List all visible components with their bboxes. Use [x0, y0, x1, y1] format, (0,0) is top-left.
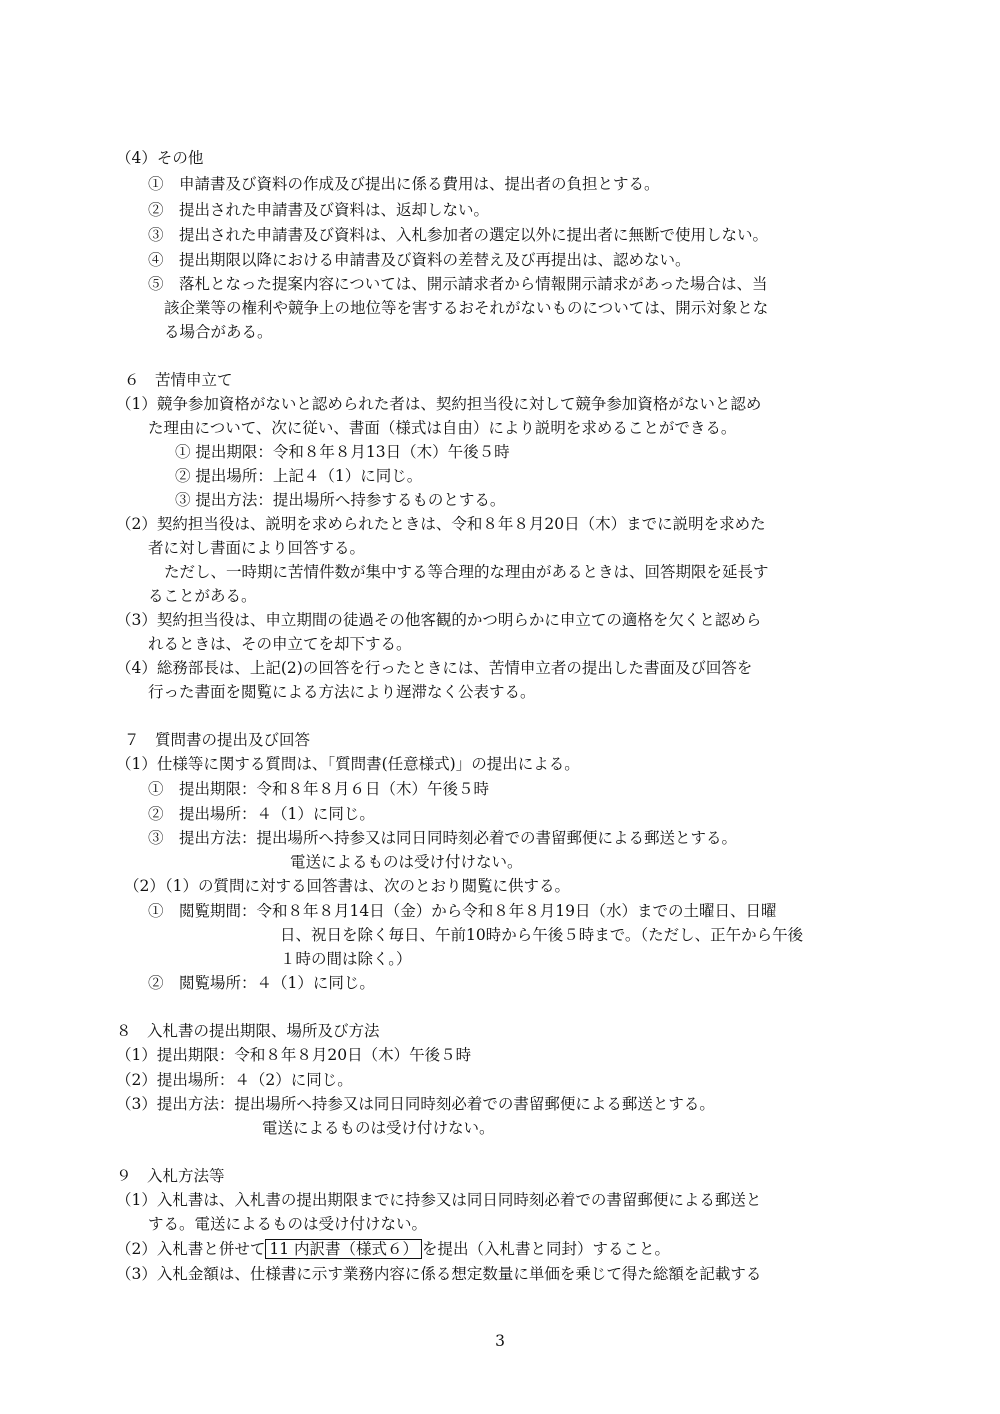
sec6-p3-line-1: （3）契約担当役は、申立期間の徒過その他客観的かつ明らかに申立ての適格を欠くと認めら — [116, 611, 762, 629]
sec7-p1-item-b: ② 提出場所：４（1）に同じ。 — [148, 805, 375, 823]
sec9-heading: ９ 入札方法等 — [116, 1167, 225, 1185]
sec6-p1-item-b: ② 提出場所：上記４（1）に同じ。 — [175, 467, 423, 485]
sec5-4-item-5-line-1: ⑤ 落札となった提案内容については、開示請求者から情報開示請求があった場合は、当 — [148, 275, 768, 293]
sec9-p1-line-2: する。電送によるものは受け付けない。 — [148, 1215, 428, 1233]
sec7-p2: （2）（1）の質問に対する回答書は、次のとおり閲覧に供する。 — [124, 877, 570, 895]
sec6-p4-line-2: 行った書面を閲覧による方法により遅滞なく公表する。 — [148, 683, 536, 701]
sec7-p2-item-a-line-1: ① 閲覧期間：令和８年８月14日（金）から令和８年８月19日（水）までの土曜日、日曜 — [148, 902, 777, 920]
page-number: 3 — [495, 1332, 505, 1350]
sec5-4-item-3: ③ 提出された申請書及び資料は、入札参加者の選定以外に提出者に無断で使用しない。 — [148, 226, 769, 244]
sec6-p1-line-2: た理由について、次に従い、書面（様式は自由）により説明を求めることができる。 — [148, 419, 737, 437]
sec8-p3: （3）提出方法：提出場所へ持参又は同日同時刻必着での書留郵便による郵送とする。 — [116, 1095, 715, 1113]
sec5-4-item-4: ④ 提出期限以降における申請書及び資料の差替え及び再提出は、認めない。 — [148, 251, 691, 269]
sec5-4-item-5-line-3: る場合がある。 — [164, 323, 273, 341]
sec9-p1-line-1: （1）入札書は、入札書の提出期限までに持参又は同日同時刻必着での書留郵便による郵送と — [116, 1191, 762, 1209]
sec6-p4-line-1: （4）総務部長は、上記(2)の回答を行ったときには、苦情申立者の提出した書面及び回答を — [116, 659, 753, 677]
sec8-p1: （1）提出期限：令和８年８月20日（木）午後５時 — [116, 1046, 472, 1064]
sec6-p2-line-2: 者に対し書面により回答する。 — [148, 539, 366, 557]
sec9-p2-pre: （2）入札書と併せて — [116, 1240, 266, 1258]
sec7-p1-item-c-cont: 電送によるものは受け付けない。 — [290, 853, 523, 871]
sec8-heading: ８ 入札書の提出期限、場所及び方法 — [116, 1022, 380, 1040]
sec5-4-item-2: ② 提出された申請書及び資料は、返却しない。 — [148, 201, 490, 219]
sec5-4-item-1: ① 申請書及び資料の作成及び提出に係る費用は、提出者の負担とする。 — [148, 175, 660, 193]
sec6-p1-line-1: （1）競争参加資格がないと認められた者は、契約担当役に対して競争参加資格がないと認め — [116, 395, 762, 413]
sec8-p3-cont: 電送によるものは受け付けない。 — [262, 1119, 495, 1137]
sec6-p2-line-4: ることがある。 — [148, 587, 257, 605]
sec9-p2 — [116, 1239, 670, 1259]
sec9-p3-line-1: （3）入札金額は、仕様書に示す業務内容に係る想定数量に単価を乗じて得た総額を記載する — [116, 1265, 762, 1283]
sec7-p2-item-a-line-2: 日、祝日を除く毎日、午前10時から午後５時まで。（ただし、正午から午後 — [280, 926, 804, 944]
sec6-heading: ６ 苦情申立て — [124, 371, 233, 389]
sec7-p1-item-c: ③ 提出方法：提出場所へ持参又は同日同時刻必着での書留郵便による郵送とする。 — [148, 829, 738, 847]
sec7-p2-item-a-line-3: １時の間は除く。） — [280, 950, 412, 968]
sec8-p2: （2）提出場所：４（2）に同じ。 — [116, 1071, 353, 1089]
sec6-p2-line-3: ただし、一時期に苦情件数が集中する等合理的な理由があるときは、回答期限を延長す — [164, 563, 769, 581]
sec9-p2-post: を提出（入札書と同封）すること。 — [422, 1240, 671, 1258]
sec5-4-heading: （4）その他 — [116, 149, 204, 167]
sec7-p2-item-b: ② 閲覧場所：４（1）に同じ。 — [148, 974, 375, 992]
sec7-p1-item-a: ① 提出期限：令和８年８月６日（木）午後５時 — [148, 780, 490, 798]
sec6-p2-line-1: （2）契約担当役は、説明を求められたときは、令和８年８月20日（木）までに説明を求めた — [116, 515, 766, 533]
sec6-p1-item-a: ① 提出期限：令和８年８月13日（木）午後５時 — [175, 443, 510, 461]
sec5-4-item-5-line-2: 該企業等の権利や競争上の地位等を害するおそれがないものについては、開示対象とな — [164, 299, 769, 317]
sec7-p1: （1）仕様等に関する質問は、「質問書(任意様式)」の提出による。 — [116, 755, 580, 773]
sec7-heading: ７ 質問書の提出及び回答 — [124, 731, 311, 749]
sec9-p2-boxed-ref: 11 内訳書（様式６） — [265, 1239, 422, 1259]
sec6-p1-item-c: ③ 提出方法：提出場所へ持参するものとする。 — [175, 491, 506, 509]
sec6-p3-line-2: れるときは、その申立てを却下する。 — [148, 635, 412, 653]
